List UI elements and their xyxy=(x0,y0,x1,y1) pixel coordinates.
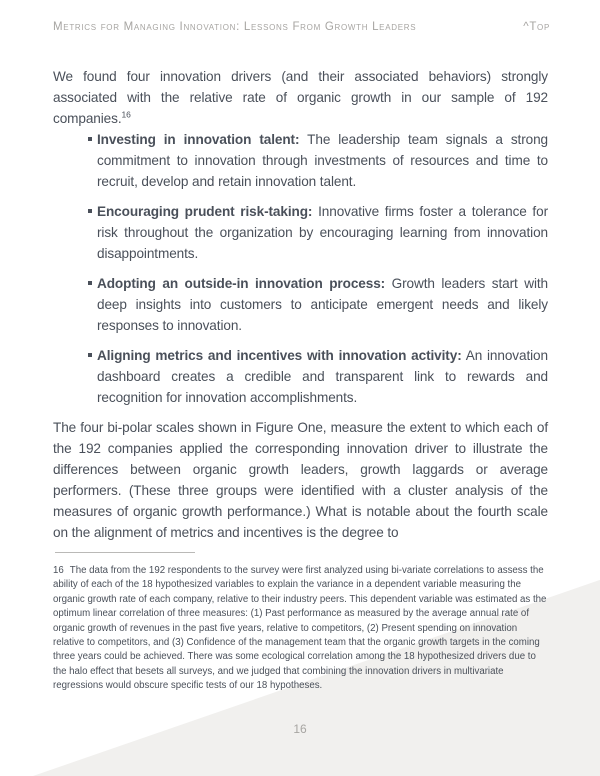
bullet-icon xyxy=(88,209,92,213)
intro-text: We found four innovation drivers (and their associated behaviors) strongly associated with the relative rate of organic growth in our sample of 192 companies. xyxy=(53,69,548,126)
footnote xyxy=(53,564,548,694)
body-paragraph: The four bi-polar scales shown in Figure One, measure the extent to which each of the 192 companies applied the corresponding innovation driver to illustrate the differences between organic growth leaders, growth laggards or average performers. (These three groups were identified with a cluster analysis of the measures of organic growth performance.) What is notable about the fourth scale on the alignment of metrics and incentives is the degree to xyxy=(53,420,548,540)
back-to-top-link[interactable]: ^Top xyxy=(523,21,550,33)
innovation-drivers-list xyxy=(53,129,548,408)
list-item xyxy=(53,201,548,264)
footnote-divider xyxy=(55,552,195,553)
list-item xyxy=(53,345,548,408)
page-number: 16 xyxy=(293,722,307,736)
bullet-text: The leadership team signals a strong commitment to innovation through investments of resources and time to recruit, develop and retain innovation talent. xyxy=(97,132,549,189)
bullet-text: Growth leaders start with deep insights into customers to anticipate emergent needs and likely responses to innovation. xyxy=(97,276,549,333)
list-item xyxy=(53,273,548,336)
footnote-ref: 16 xyxy=(121,109,131,120)
footnote-number: 16 xyxy=(53,565,64,576)
bullet-icon xyxy=(88,137,92,141)
page-header xyxy=(53,21,550,33)
bullet-lead: Investing in innovation talent: xyxy=(97,132,300,147)
article-body xyxy=(53,66,548,694)
bullet-text: Innovative firms foster a tolerance for risk throughout the organization by encouraging learning from innovation disappointments. xyxy=(97,204,548,261)
bullet-lead: Adopting an outside-in innovation process: xyxy=(97,276,386,291)
bullet-lead: Encouraging prudent risk-taking: xyxy=(97,204,313,219)
intro-paragraph xyxy=(53,66,548,129)
running-header-title: Metrics for Managing Innovation: Lessons From Growth Leaders xyxy=(53,21,417,33)
bullet-text: An innovation dashboard creates a credible and transparent link to rewards and recognition for innovation accomplishments. xyxy=(97,348,548,405)
bullet-icon xyxy=(88,281,92,285)
list-item xyxy=(53,129,548,192)
bullet-icon xyxy=(88,353,92,357)
bullet-lead: Aligning metrics and incentives with innovation activity: xyxy=(97,348,462,363)
footnote-text: The data from the 192 respondents to the survey were first analyzed using bi-variate correlations to assess the ability of each of the 18 hypothesized variables to explain the variance in a dependent variable measuring the organic growth rate of each company, relative to their industry peers. This dependent variable was estimated as the optimum linear correlation of three measures: (1) Past performance as measured by the average annual rate of organic growth of revenues in the past five years, relative to competitors, (2) Present spending on innovation relative to competitors, and (3) Confidence of the management team that the organic growth targets in the coming three years could be achieved. There was some ecological correlation among the 18 hypothesized drivers due to the halo effect that besets all surveys, and we judged that combining the innovation drivers in multivariate regressions would obscure specific tests of our 18 hypotheses. xyxy=(53,565,547,692)
